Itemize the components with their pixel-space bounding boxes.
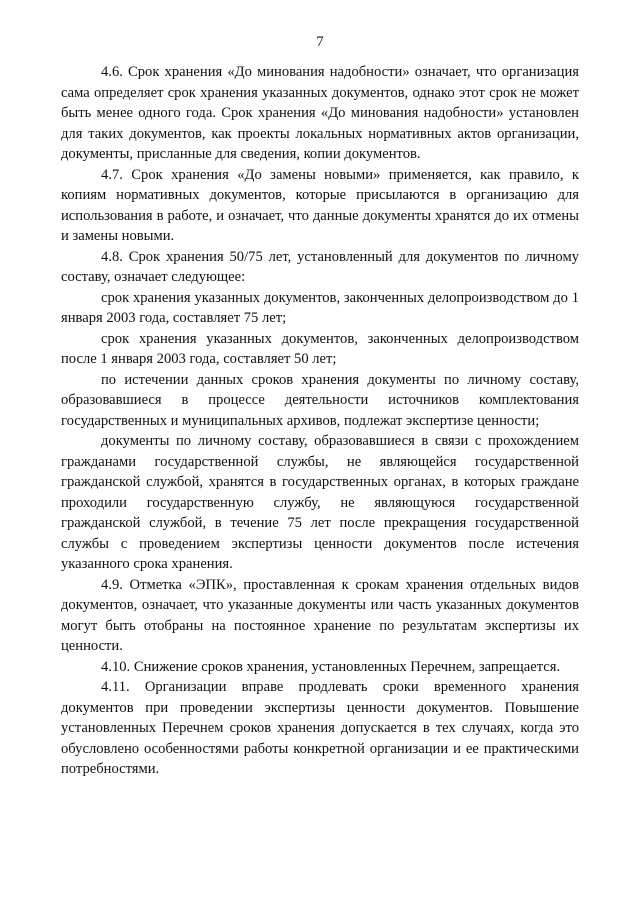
document-body bbox=[61, 62, 579, 780]
paragraph-4-8-item-3: по истечении данных сроков хранения документы по личному составу, образовавшиеся в процессе деятельности источников комплектования государственных и муниципальных архивов, подлежат экспертизе ценности; bbox=[61, 371, 579, 429]
paragraph-4-10: 4.10. Снижение сроков хранения, установленных Перечнем, запрещается. bbox=[101, 658, 561, 675]
paragraph-4-9: 4.9. Отметка «ЭПК», проставленная к срокам хранения отдельных видов документов, означает, что указанные документы или часть указанных документов могут быть отобраны на постоянное хранение по результатам экспертизы их ценности. bbox=[61, 576, 579, 654]
page-number: 7 bbox=[316, 34, 324, 50]
paragraph-4-6: 4.6. Срок хранения «До минования надобности» означает, что организация сама определяет срок хранения указанных документов, однако этот срок не может быть менее одного года. Срок хранения «До минования надобности» установлен для таких документов, как проекты локальных нормативных актов организации, документы, присланные для сведения, копии документов. bbox=[61, 64, 579, 162]
paragraph-4-7: 4.7. Срок хранения «До замены новыми» применяется, как правило, к копиям нормативных документов, которые присылаются в организацию для использования в работе, и означает, что данные документы хранятся до их отмены и замены новыми. bbox=[61, 166, 579, 244]
paragraph-4-8: 4.8. Срок хранения 50/75 лет, установленный для документов по личному составу, означает следующее: bbox=[61, 248, 579, 285]
paragraph-4-8-item-1: срок хранения указанных документов, законченных делопроизводством до 1 января 2003 года, составляет 75 лет; bbox=[61, 289, 579, 326]
paragraph-4-11: 4.11. Организации вправе продлевать сроки временного хранения документов при проведении экспертизы ценности документов. Повышение установленных Перечнем сроков хранения допускается в тех случаях, когда это обусловлено особенностями работы конкретной организации и ее практическими потребностями. bbox=[61, 679, 579, 777]
paragraph-4-8-item-2: срок хранения указанных документов, законченных делопроизводством после 1 января 2003 года, составляет 50 лет; bbox=[61, 330, 579, 367]
paragraph-4-8-item-4: документы по личному составу, образовавшиеся в связи с прохождением гражданами государственной службы, не являющейся государственной гражданской службой, хранятся в государственных органах, в которых граждане проходили государственную службу, не являющуюся государственной гражданской службой, в течение 75 лет после прекращения государственной службы с проведением экспертизы ценности документов после истечения указанного срока хранения. bbox=[61, 433, 579, 572]
